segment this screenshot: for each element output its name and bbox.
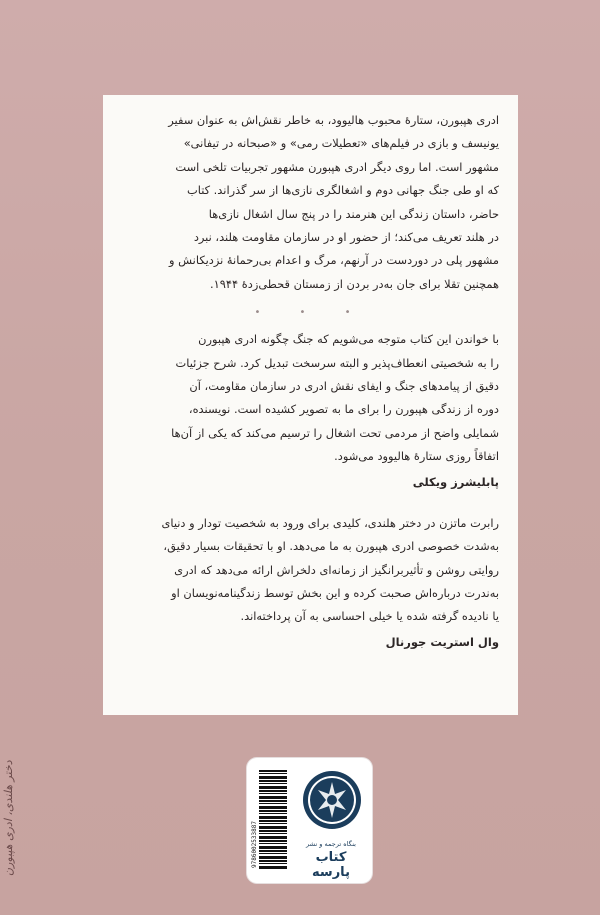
- blurb-line: به‌ندرت درباره‌اش صحبت کرده و این بخش توسط زندگینامه‌نویسان او: [171, 585, 499, 600]
- separator-dots: • • •: [254, 307, 369, 319]
- blurb-line: که او طی جنگ جهانی دوم و اشغالگری نازی‌ها از سر گذراند. کتاب: [187, 183, 499, 198]
- blurb-line: یا نادیده گرفته شده یا خیلی احساسی به آن پرداخته‌اند.: [240, 609, 499, 624]
- blurb-line: مشهور است. اما روی دیگر ادری هپبورن مشهور تجربیات تلخی است: [175, 159, 499, 174]
- blurb-line: دوره از زندگی هپبورن را برای ما به تصویر کشیده است. نویسنده،: [188, 402, 499, 417]
- blurb-line: شمایلی واضح از مردمی تحت اشغال را ترسیم می‌کند که یکی از آن‌ها: [171, 425, 499, 440]
- blurb-line: رابرت ماتزن در دختر هلندی، کلیدی برای ورود به شخصیت تودار و دنیای: [161, 515, 499, 530]
- blurb-line: اتفاقاً روزی ستارهٔ هالیوود می‌شود.: [334, 449, 499, 464]
- blurb-line: یونیسف و بازی در فیلم‌های «تعطیلات رمی» و «صبحانه در تیفانی»: [183, 136, 499, 151]
- blurb-line: با خواندن این کتاب متوجه می‌شویم که جنگ چگونه ادری هپبورن: [198, 332, 499, 347]
- blurb-paragraph-2: [124, 328, 499, 468]
- blurb-line: در هلند تعریف می‌کند؛ از حضور او در سازمان مقاومت هلند، نبرد: [193, 230, 499, 245]
- publisher-tagline: بنگاه ترجمه و نشر: [306, 840, 356, 848]
- blurb-line: به‌شدت خصوصی ادری هپبورن به ما می‌دهد. او با تحقیقات بسیار دقیق،: [163, 539, 499, 554]
- blurb-paragraph-1: [124, 109, 499, 296]
- publisher-seal-icon: [302, 770, 362, 830]
- review-source: وال استریت جورنال: [385, 634, 499, 649]
- barcode-icon: [259, 770, 287, 870]
- review-source: پابلیشرز ویکلی: [412, 474, 499, 489]
- blurb-line: مشهور پلی در دوردست در آرنهم، مرگ و اعدام بی‌رحمانهٔ نزدیکانش و: [169, 253, 499, 268]
- blurb-line: ادری هپبورن، ستارهٔ محبوب هالیوود، به خاطر نقش‌اش به عنوان سفیر: [168, 113, 499, 127]
- blurb-paragraph-3: [124, 512, 499, 629]
- blurb-line: حاضر، داستان زندگی این هنرمند را در پنج سال اشغال نازی‌ها: [208, 206, 499, 221]
- blurb-line: را به شخصیتی انعطاف‌پذیر و البته سرسخت تبدیل کرد. شرح جزئیات: [175, 355, 499, 370]
- publisher-badge: [247, 758, 372, 883]
- blurb-line: روایتی روشن و تأثیربرانگیز از زمانه‌ای دلخراش ارائه می‌دهد که ادری: [174, 562, 499, 577]
- spine-signature: دختر هلندی، ادری هپبورن: [2, 760, 15, 876]
- publisher-name: کتاب پارسه: [312, 850, 350, 880]
- blurb-line: دقیق از پیامدهای جنگ و ایفای نقش ادری در سازمان مقاومت، آن: [189, 379, 499, 394]
- blurb-panel: [103, 95, 518, 715]
- blurb-line: همچنین تقلا برای جان به‌در بردن از زمستان قحطی‌زدهٔ ۱۹۴۴.: [210, 276, 499, 291]
- barcode-number: 9786002533887: [251, 821, 258, 868]
